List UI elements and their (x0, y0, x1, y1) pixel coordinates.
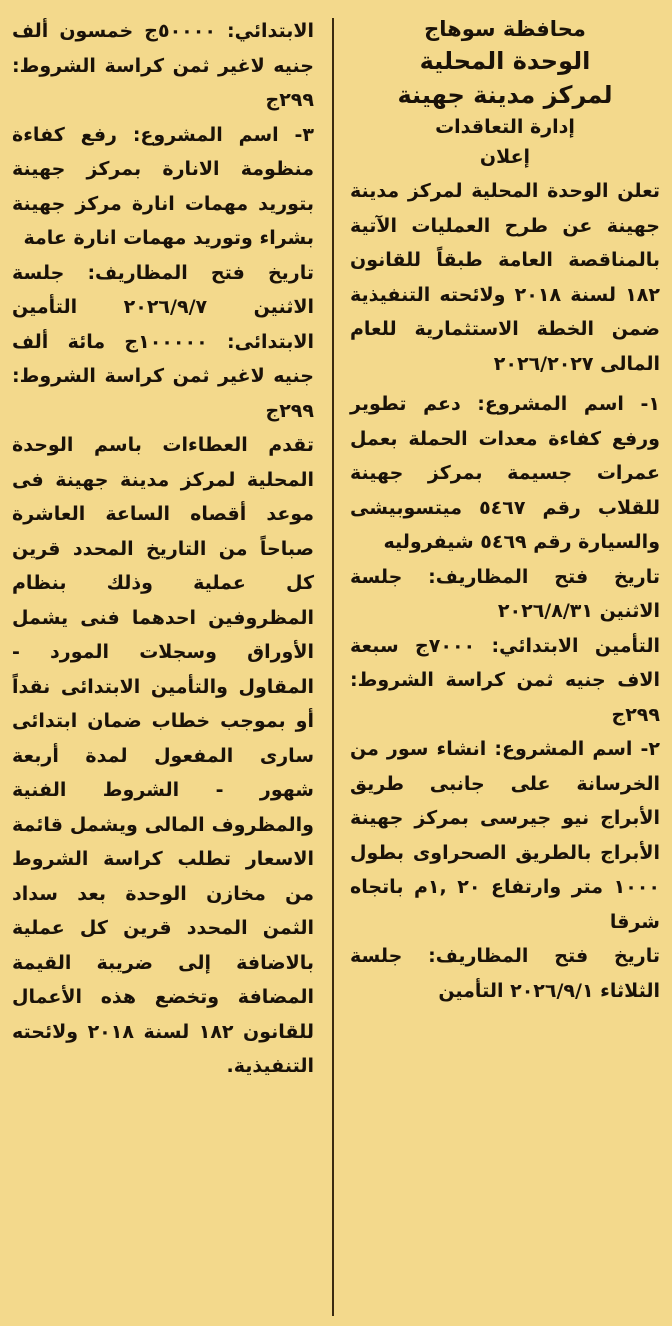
project-1-deposit: التأمين الابتدائي: ٧٠٠٠ج سبعة الاف جنيه ثمن كراسة الشروط: ٢٩٩ج (350, 634, 660, 726)
project-2-opening: تاريخ فتح المظاريف: جلسة الثلاثاء ٢٠٢٦/٩/١ التأمين (350, 945, 660, 1002)
center-heading: لمركز مدينة جهينة (397, 81, 613, 109)
governorate-heading: محافظة سوهاج (424, 17, 586, 41)
right-column (344, 14, 666, 1320)
project-3-opening: تاريخ فتح المظاريف: جلسة الاثنين ٢٠٢٦/٩/٧ التأمين الابتدائى: ١٠٠٠٠٠ج مائة ألف جنيه لاغير ثمن كراسة الشروط: ٢٩٩ج (12, 261, 314, 422)
local-unit-heading: الوحدة المحلية (419, 47, 591, 75)
announcement-heading: إعلان (479, 146, 531, 168)
column-divider (332, 18, 334, 1316)
project-1-opening: تاريخ فتح المظاريف: جلسة الاثنين ٢٠٢٦/٨/٣١ (350, 565, 660, 622)
project-1-title: ١- اسم المشروع: دعم تطوير ورفع كفاءة معدات الحملة بعمل عمرات جسيمة بمركز جهينة للقلاب رقم ٥٤٦٧ ميتسوبيشى والسيارة رقم ٥٤٦٩ شيفروليه (350, 393, 660, 553)
project-3-title: ٣- اسم المشروع: رفع كفاءة منظومة الانارة بمركز جهينة بتوريد مهمات انارة مركز جهينة بشراء وتوريد مهمات انارة عامة (12, 123, 314, 249)
left-column (6, 14, 320, 1320)
project-2-title: ٢- اسم المشروع: انشاء سور من الخرسانة على جانبى طريق الأبراج نيو جيرسى بمركز جهينة الأبراج بالطريق الصحراوى بطول ١٠٠٠ متر وارتفاع ٢٠ ,١م باتجاه شرقا (350, 738, 660, 933)
intro-paragraph: تعلن الوحدة المحلية لمركز مدينة جهينة عن طرح العمليات الآتية بالمناقصة العامة طبقاً للقانون ١٨٢ لسنة ٢٠١٨ ولائحته التنفيذية ضمن الخطة الاستثمارية للعام المالى ٢٠٢٦/٢٠٢٧ (350, 180, 660, 375)
department-heading: إدارة التعاقدات (435, 116, 575, 138)
project-2-deposit: الابتدائي: ٥٠٠٠٠ج خمسون ألف جنيه لاغير ثمن كراسة الشروط: ٢٩٩ج (12, 20, 314, 111)
terms-paragraph: تقدم العطاءات باسم الوحدة المحلية لمركز مدينة جهينة فى موعد أقصاه الساعة العاشرة صباحاً من التاريخ المحدد قرين كل عملية وذلك بنظام المظروفين احدهما فنى يشمل الأوراق وسجلات المورد - المقاول والتأمين الابتدائى نقداً أو بموجب خطاب ضمان ابتدائى سارى المفعول لمدة أربعة شهور - الشروط الفنية والمظروف المالى ويشمل قائمة الاسعار تطلب كراسة الشروط من مخازن الوحدة بعد سداد الثمن المحدد قرين كل عملية بالاضافة إلى ضريبة القيمة المضافة وتخضع هذه الأعمال للقانون ١٨٢ لسنة ٢٠١٨ ولائحته التنفيذية. (12, 434, 314, 1077)
